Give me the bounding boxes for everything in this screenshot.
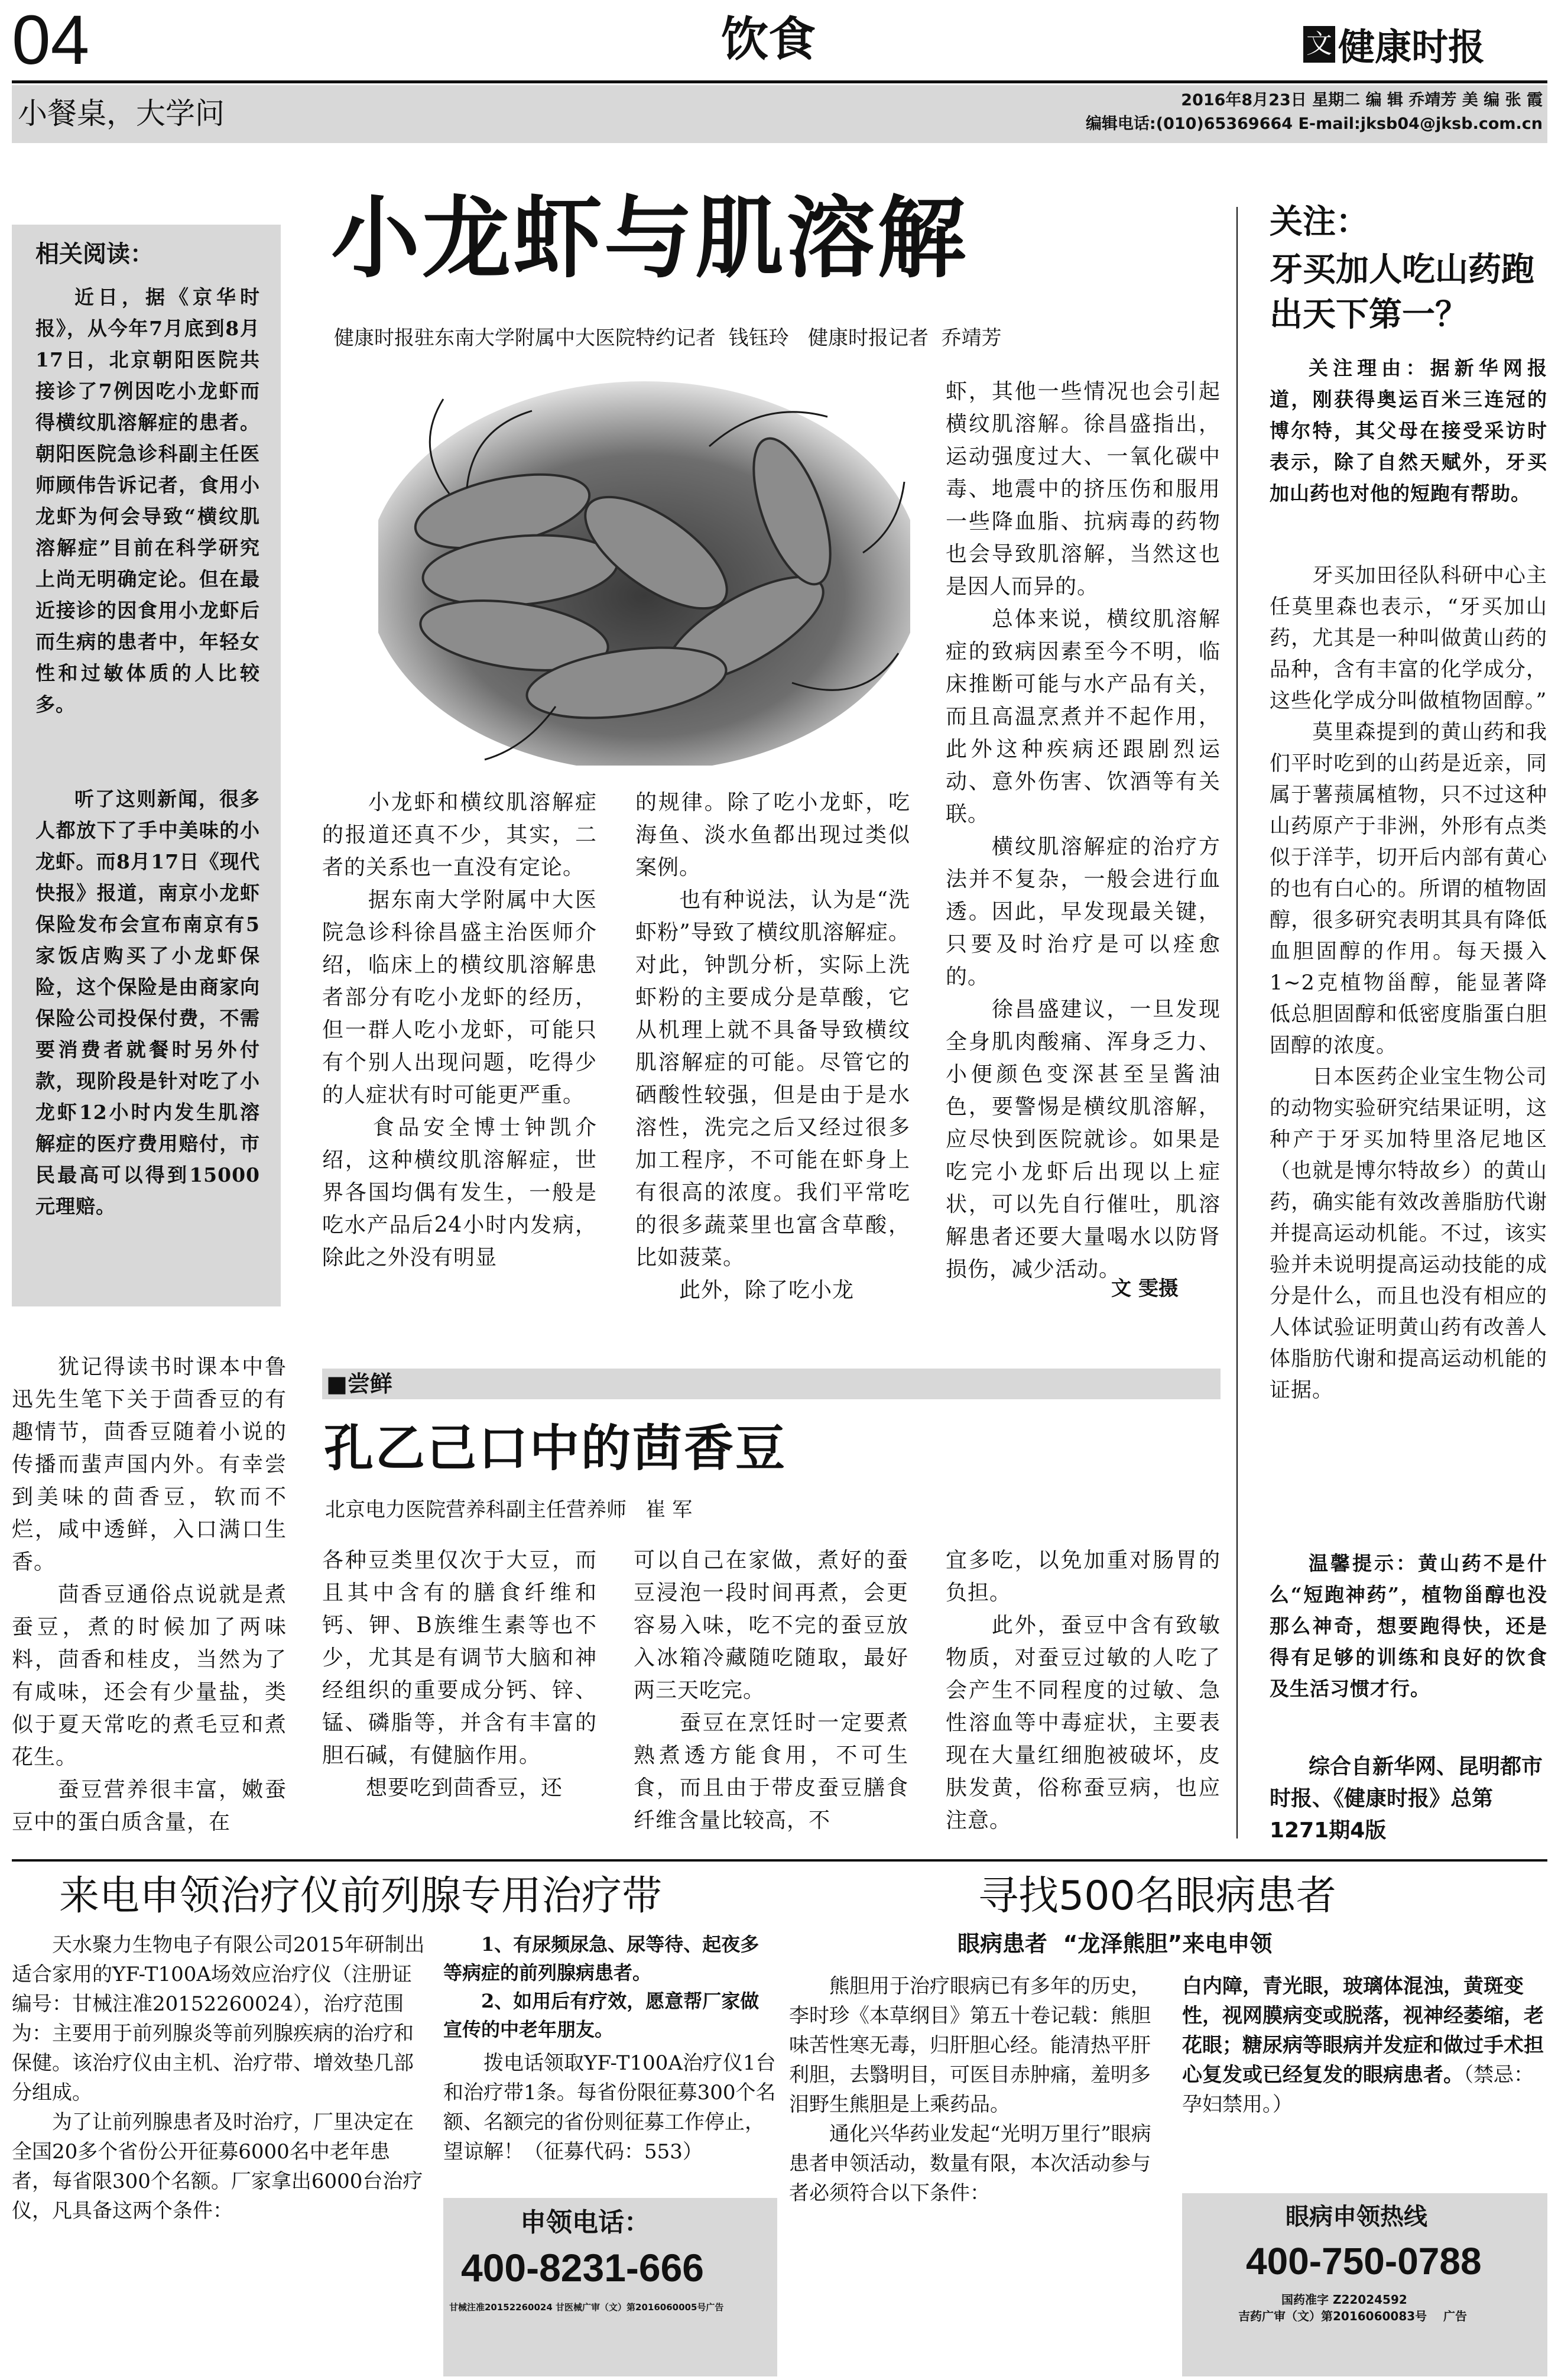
prostate-ad-call: 拨电话领取YF-T100A治疗仪1台和治疗带1条。每省份限征募300个名额、名额完的省份则征募工作停止，望谅解！（征募代码：553） [443,2051,776,2164]
date-editor-line: 2016年8月23日 星期二 编 辑 乔靖芳 美 编 张 霞 [1181,91,1543,109]
eye-ad-col2 [1182,1972,1547,2119]
header-rule [12,80,1547,83]
main-byline: 健康时报驻东南大学附属中大医院特约记者 钱钰玲 健康时报记者 乔靖芳 [334,326,1002,350]
column-divider [1236,207,1238,1838]
eye-ad-conditions: 白内障，青光眼，玻璃体混浊，黄斑变性，视网膜病变或脱落，视神经萎缩，老花眼；糖尿病等眼病并发症和做过手术担心复发或已经复发的眼病患者。 [1182,1974,1544,2087]
bean-col2: 可以自己在家做，煮好的蚕豆浸泡一段时间再煮，会更容易入味，吃不完的蚕豆放入冰箱冷藏随吃随取，最好两三天吃完。 蚕豆在烹饪时一定要煮熟煮透方能食用，不可生食，而且由于带皮蚕豆膳食纤维含量比较高，不 [634,1548,908,1833]
prostate-ad-conditions: 1、有尿频尿急、尿等待、起夜多等病症的前列腺病患者。 2、如用后有疗效，愿意帮厂家做宣传的中老年朋友。 [443,1933,759,2041]
eye-ad-hotline: 400-750-0788 [1246,2240,1482,2282]
eye-ad-license: 吉药广审（文）第2016060083号 广告 [1238,2309,1468,2323]
ads-top-rule [12,1859,1547,1862]
eye-ad-contraindication: （禁忌：孕妇禁用。） [1182,2063,1534,2116]
page-number: 04 [12,1,90,79]
yam-body: 牙买加田径队科研中心主任莫里森也表示，“牙买加山药，尤其是一种叫做黄山药的品种，含有丰富的化学成分，这些化学成分叫做植物固醇。” 莫里森提到的黄山药和我们平时吃到的山药是近亲，同属于薯蓣属植物，只不过这种山药原产于非洲，外形有点类似于洋芋，切开后内部有黄心的也有白心的。所谓的植物固醇，很多研究表明其具有降低血胆固醇的作用。每天摄入1~2克植物甾醇，能显著降低总胆固醇和低密度脂蛋白胆固醇的浓度。 日本医药企业宝生物公司的动物实验研究结果证明，这种产于牙买加特里洛尼地区（也就是博尔特故乡）的黄山药，确实能有效改善脂肪代谢并提高运动机能。不过，该实验并未说明提高运动技能的成分是什么，而且也没有相应的人体试验证明黄山药有改善人体脂肪代谢和提高运动机能的证据。 [1270,564,1547,1402]
issue-info [1082,89,1543,136]
bean-tag: ■尝鲜 [326,1371,392,1397]
main-article-col1: 小龙虾和横纹肌溶解症的报道还真不少，其实，二者的关系也一直没有定论。 据东南大学附属中大医院急诊科徐昌盛主治医师介绍，临床上的横纹肌溶解患者部分有吃小龙虾的经历，但一群人吃小龙虾，可能只有个别人出现问题，吃得少的人症状有时可能更严重。 食品安全博士钟凯介绍，这种横纹肌溶解症，世界各国均偶有发生，一般是吃水产品后24小时内发病，除此之外没有明显 [322,790,597,1270]
eye-ad-headline: 寻找500名眼病患者 [978,1873,1336,1919]
bean-byline: 北京电力医院营养科副主任营养师 崔 军 [325,1498,693,1522]
prostate-ad-phone-label: 申领电话： [520,2207,650,2238]
photo-credit: 文 雯摄 [1111,1277,1179,1301]
yam-reason [1270,352,1547,509]
contact-line: 编辑电话:(010)65369664 E-mail:jksb04@jksb.com.cn [1085,115,1543,133]
related-reading-title: 相关阅读： [35,241,154,268]
prostate-ad-col1: 天水聚力生物电子有限公司2015年研制出适合家用的YF-T100A场效应治疗仪（注册证编号：甘械注准20152260024），治疗范围为：主要用于前列腺炎等前列腺疾病的治疗和保健。该治疗仪由主机、治疗带、增效垫几部分组成。 为了让前列腺患者及时治疗，厂里决定在全国20多个省份公开征募6000名中老年患者，每省限300个名额。厂家拿出6000台治疗仪，凡具备这两个条件： [12,1933,425,2223]
main-article-col2: 的规律。除了吃小龙虾，吃海鱼、淡水鱼都出现过类似案例。 也有种说法，认为是“洗虾粉”导致了横纹肌溶解症。对此，钟凯分析，实际上洗虾粉的主要成分是草酸，它从机理上就不具备导致横纹肌溶解症的可能。尽管它的硒酸性较强，但是由于是水溶性，洗完之后又经过很多加工程序，不可能在虾身上有很高的浓度。我们平常吃的很多蔬菜里也富含草酸，比如菠菜。 此外，除了吃小龙 [635,790,910,1302]
eye-ad-col1: 熊胆用于治疗眼病已有多年的历史，李时珍《本草纲目》第五十卷记载：熊胆味苦性寒无毒，归肝胆心经。能清热平肝利胆，去翳明目，可医目赤肿痛，羞明多泪野生熊胆是上乘药品。 通化兴华药业发起“光明万里行”眼病患者申领活动，数量有限，本次活动参与者必须符合以下条件： [789,1974,1151,2205]
bean-headline: 孔乙己口中的茴香豆 [324,1419,787,1477]
related-reading-p2: 听了这则新闻，很多人都放下了手中美味的小龙虾。而8月17日《现代快报》报道，南京小龙虾保险发布会宣布南京有5家饭店购买了小龙虾保险，这个保险是由商家向保险公司投保付费，不需要消费者就餐时另外付款，现阶段是针对吃了小龙虾12小时内发生肌溶解症的医疗费用赔付，市民最高可以得到15000元理赔。 [35,787,260,1218]
yam-reason-text: 据新华网报道，刚获得奥运百米三连冠的博尔特，其父母在接受采访时表示，除了自然天赋外，牙买加山药也对他的短跑有帮助。 [1270,356,1548,505]
eye-ad-hotline-label: 眼病申领热线 [1286,2203,1427,2230]
bean-tag-bar [322,1369,1221,1399]
main-headline: 小龙虾与肌溶解 [331,186,969,290]
bean-col1: 各种豆类里仅次于大豆，而且其中含有的膳食纤维和钙、钾、B族维生素等也不少，尤其是有调节大脑和神经组织的重要成分钙、锌、锰、磷脂等，并含有丰富的胆石碱，有健脑作用。 想要吃到茴香豆，还 [322,1548,597,1800]
brand-name: 健康时报 [1338,25,1485,69]
prostate-ad-phone: 400-8231-666 [461,2246,705,2290]
yam-tip-text: 黄山药不是什么“短跑神药”，植物甾醇也没那么神奇，想要跑得快，还是得有足够的训练和良好的饮食及生活习惯才行。 [1270,1552,1547,1700]
column-name: 小餐桌，大学问 [18,96,225,131]
yam-tip [1270,1548,1547,1704]
prostate-ad-headline: 来电申领治疗仪前列腺专用治疗带 [59,1873,663,1919]
crayfish-illustration [378,375,910,766]
bean-col0: 犹记得读书时课本中鲁迅先生笔下关于茴香豆的有趣情节，茴香豆随着小说的传播而蜚声国内外。有幸尝到美味的茴香豆，软而不烂，咸中透鲜，入口满口生香。 茴香豆通俗点说就是煮蚕豆，煮的时候加了两味料，茴香和桂皮，当然为了有咸味，还会有少量盐，类似于夏天常吃的煮毛豆和煮花生。 蚕豆营养很丰富，嫩蚕豆中的蛋白质含量，在 [12,1355,287,1834]
eye-ad-approval: 国药准字 Z22024592 [1281,2293,1407,2307]
bean-col3: 宜多吃，以免加重对肠胃的负担。 此外，蚕豆中含有致敏物质，对蚕豆过敏的人吃了会产生不同程度的过敏、急性溶血等中毒症状，主要表现在大量红细胞被破坏，皮肤发黄，俗称蚕豆病，也应注意。 [946,1548,1221,1833]
yam-tip-label: 温馨提示： [1309,1552,1418,1575]
section-title: 饮食 [721,12,816,67]
brand-mark: 文 [1303,26,1335,63]
yam-headline: 牙买加人吃山药跑出天下第一？ [1270,250,1534,334]
yam-source: 综合自新华网、昆明都市时报、《健康时报》总第1271期4版 [1270,1755,1543,1843]
yam-kicker: 关注： [1270,202,1369,241]
prostate-ad-fineprint: 甘械注准20152260024 甘医械广审（文）第2016060005号广告 [449,2302,724,2313]
eye-ad-subhead: 眼病患者 “龙泽熊胆”来电申领 [957,1931,1273,1957]
masthead-logo [1303,18,1485,70]
yam-reason-label: 关注理由： [1309,356,1430,380]
related-reading-p1: 近日，据《京华时报》，从今年7月底到8月17日，北京朝阳医院共接诊了7例因吃小龙虾而得横纹肌溶解症的患者。朝阳医院急诊科副主任医师顾伟告诉记者，食用小龙虾为何会导致“横纹肌溶解症”目前在科学研究上尚无明确定论。但在最近接诊的因食用小龙虾后而生病的患者中，年轻女性和过敏体质的人比较多。 [35,286,260,716]
crayfish-photo [378,375,910,766]
main-article-col3: 虾，其他一些情况也会引起横纹肌溶解。徐昌盛指出，运动强度过大、一氧化碳中毒、地震中的挤压伤和服用一些降血脂、抗病毒的药物也会导致肌溶解，当然这也是因人而异的。 总体来说，横纹肌溶解症的致病因素至今不明，临床推断可能与水产品有关，而且高温烹煮并不起作用，此外这种疾病还跟剧烈运动、意外伤害、饮酒等有关联。 横纹肌溶解症的治疗方法并不复杂，一般会进行血透。因此，早发现最关键，只要及时治疗是可以痊愈的。 徐昌盛建议，一旦发现全身肌肉酸痛、浑身乏力、小便颜色变深甚至呈酱油色，要警惕是横纹肌溶解，应尽快到医院就诊。如果是吃完小龙虾后出现以上症状，可以先自行催吐，肌溶解患者还要大量喝水以防肾损伤，减少活动。 [946,380,1221,1282]
